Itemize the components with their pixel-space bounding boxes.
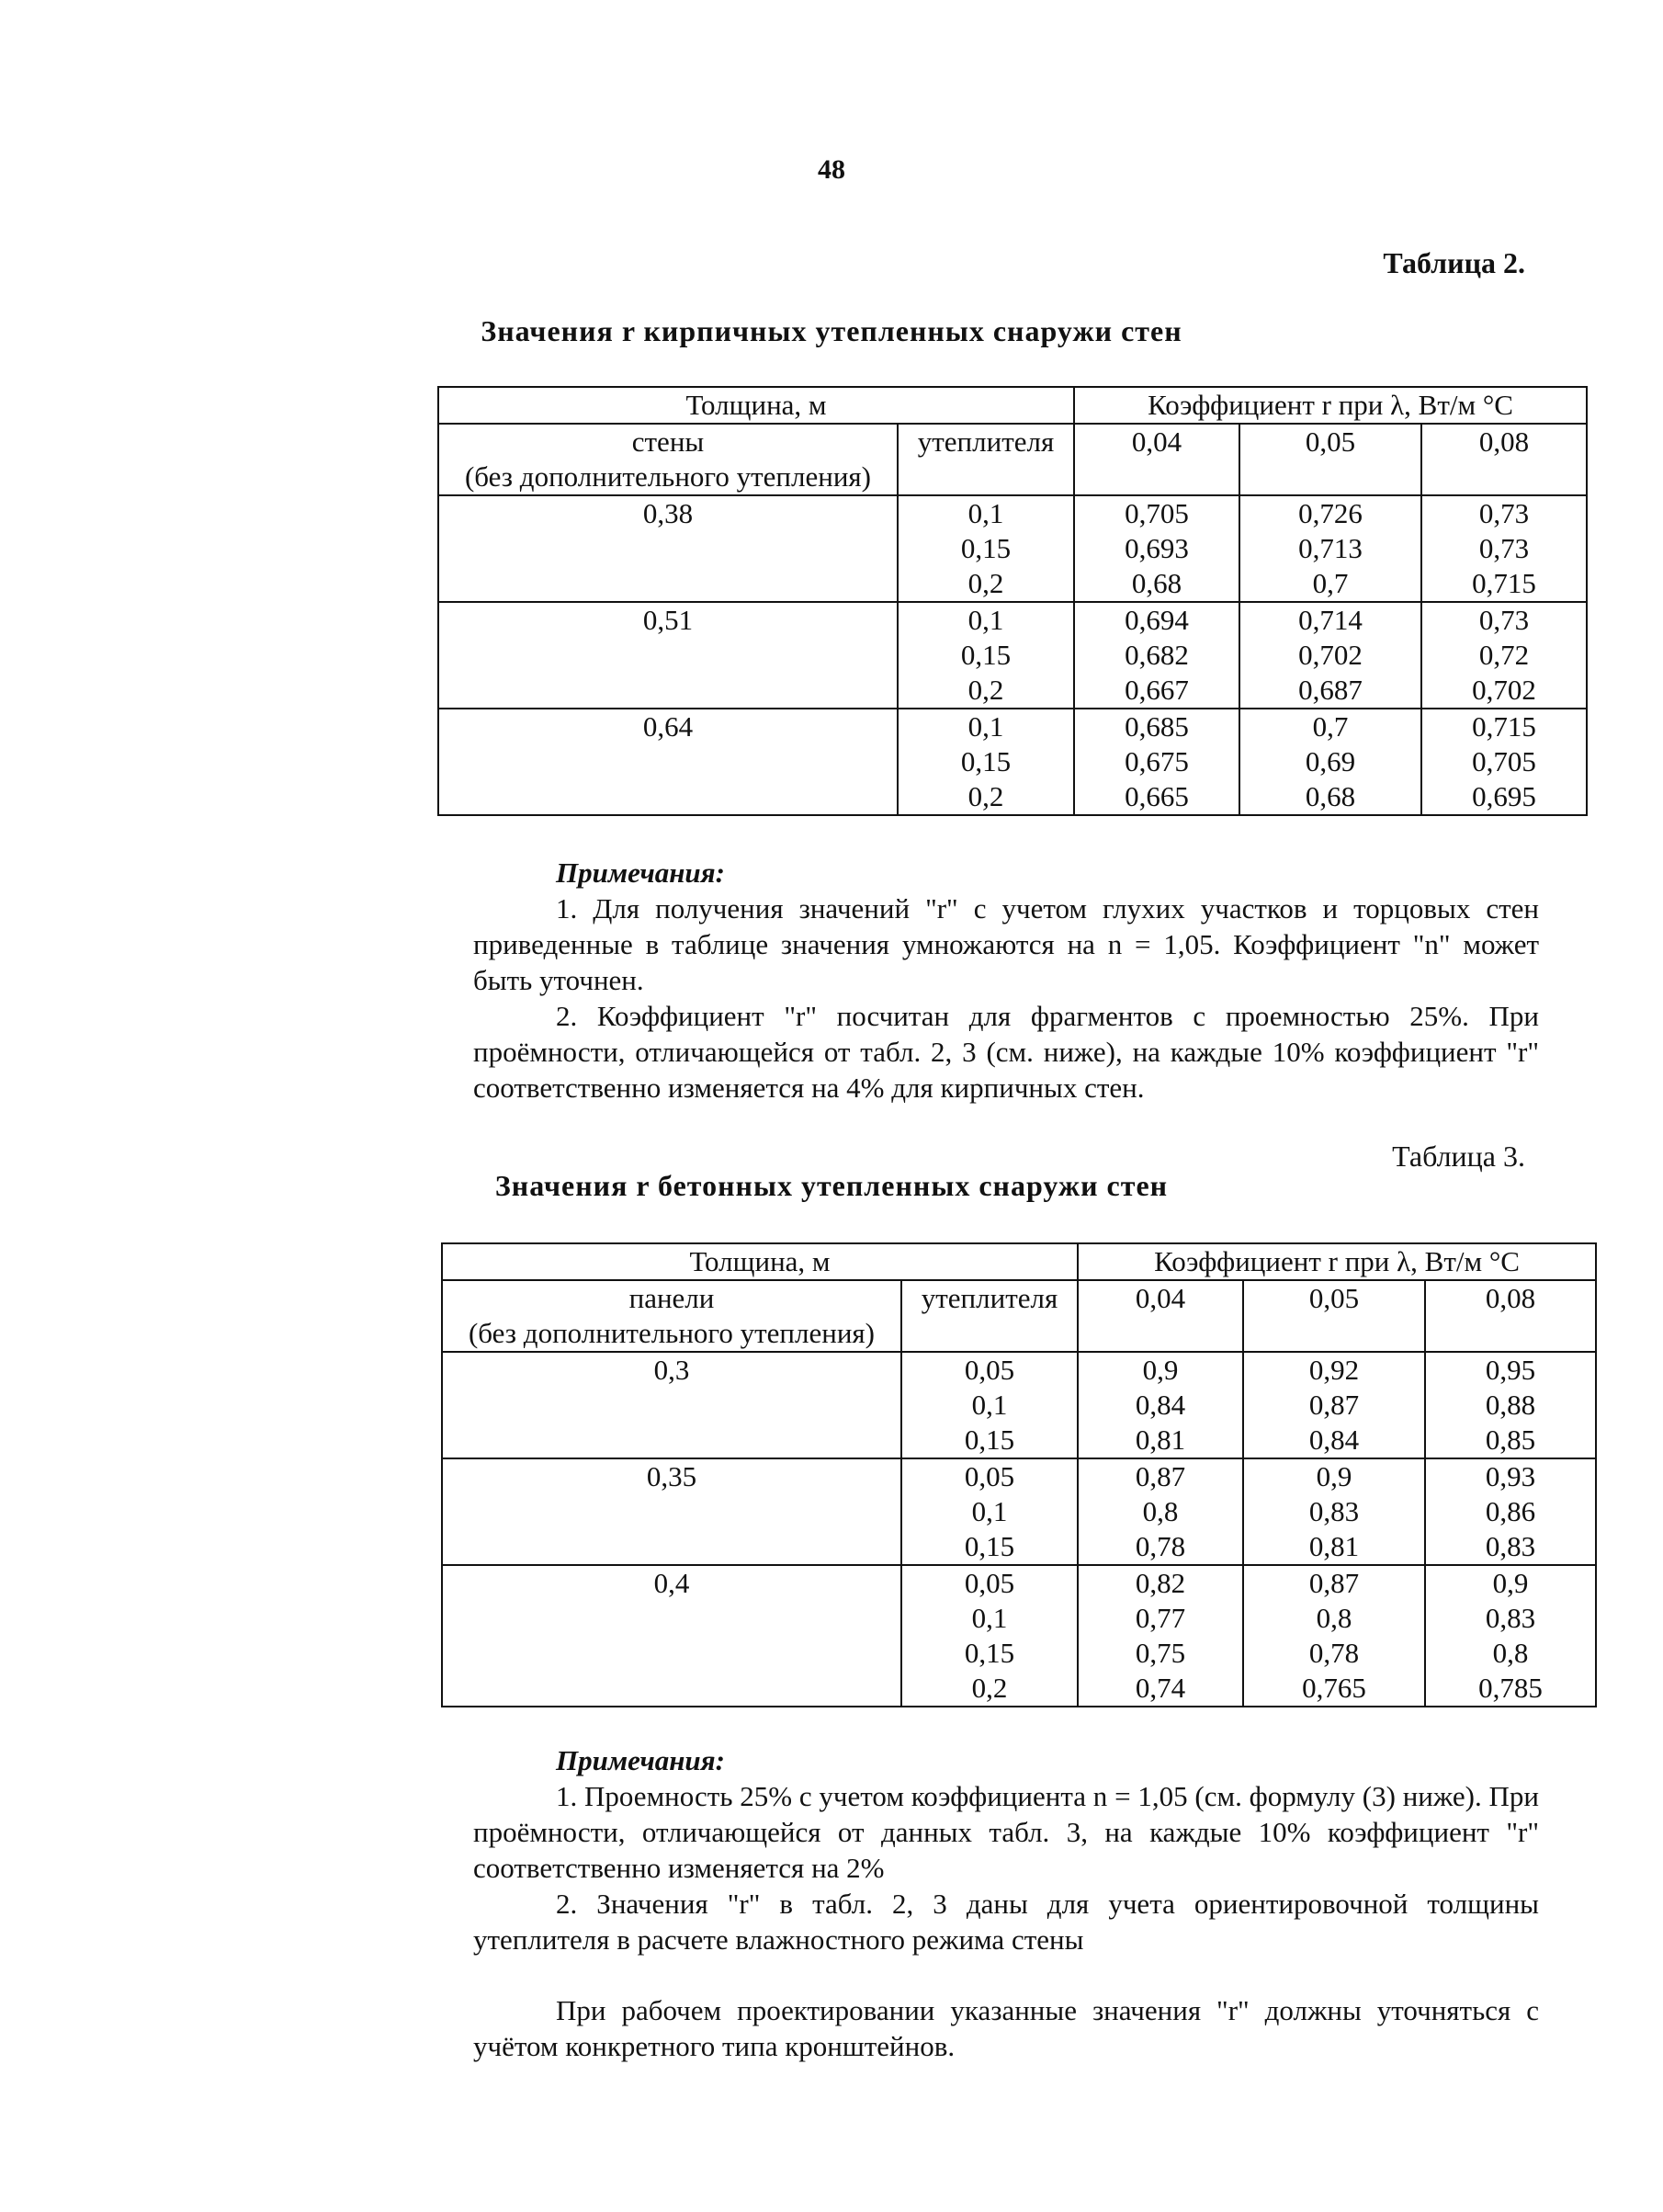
- header-lambda: 0,05: [1243, 1280, 1425, 1352]
- insulation-thickness-cell: 0,15: [898, 531, 1074, 566]
- insulation-thickness-cell: 0,15: [898, 638, 1074, 673]
- table-2-title: Значения r кирпичных утепленных снаружи стен: [481, 314, 1182, 347]
- coefficient-value-cell: 0,93: [1425, 1458, 1596, 1494]
- wall-thickness-cell: 0,51: [438, 602, 898, 709]
- wall-thickness-cell: 0,35: [442, 1458, 901, 1565]
- insulation-thickness-cell: 0,1: [901, 1388, 1078, 1423]
- header-insulation: утеплителя: [901, 1280, 1078, 1352]
- insulation-thickness-cell: 0,15: [901, 1636, 1078, 1671]
- table-group: [438, 602, 1587, 709]
- table-row: [438, 602, 1587, 638]
- coefficient-value-cell: 0,74: [1078, 1671, 1243, 1707]
- coefficient-value-cell: 0,84: [1243, 1423, 1425, 1458]
- coefficient-value-cell: 0,95: [1425, 1352, 1596, 1388]
- insulation-thickness-cell: 0,1: [898, 709, 1074, 744]
- table-group: [442, 1565, 1596, 1707]
- coefficient-value-cell: 0,83: [1425, 1601, 1596, 1636]
- coefficient-value-cell: 0,695: [1421, 779, 1587, 815]
- coefficient-value-cell: 0,675: [1074, 744, 1239, 779]
- table-3-number: Таблица 3.: [1392, 1140, 1525, 1173]
- coefficient-value-cell: 0,667: [1074, 673, 1239, 709]
- coefficient-value-cell: 0,85: [1425, 1423, 1596, 1458]
- coefficient-value-cell: 0,665: [1074, 779, 1239, 815]
- coefficient-value-cell: 0,8: [1425, 1636, 1596, 1671]
- coefficient-value-cell: 0,87: [1243, 1388, 1425, 1423]
- coefficient-value-cell: 0,77: [1078, 1601, 1243, 1636]
- insulation-thickness-cell: 0,2: [898, 566, 1074, 602]
- header-wall-label: стены: [631, 425, 705, 458]
- table-row: [442, 1565, 1596, 1601]
- coefficient-value-cell: 0,83: [1425, 1529, 1596, 1565]
- table-3-title: Значения r бетонных утепленных снаружи стен: [494, 1169, 1169, 1202]
- header-insulation: утеплителя: [898, 424, 1074, 495]
- coefficient-value-cell: 0,68: [1239, 779, 1421, 815]
- wall-thickness-cell: 0,38: [438, 495, 898, 602]
- insulation-thickness-cell: 0,15: [901, 1529, 1078, 1565]
- coefficient-value-cell: 0,9: [1078, 1352, 1243, 1388]
- coefficient-value-cell: 0,702: [1421, 673, 1587, 709]
- coefficient-value-cell: 0,92: [1243, 1352, 1425, 1388]
- coefficient-value-cell: 0,702: [1239, 638, 1421, 673]
- coefficient-value-cell: 0,715: [1421, 566, 1587, 602]
- coefficient-value-cell: 0,785: [1425, 1671, 1596, 1707]
- note-item: 1. Проемность 25% с учетом коэффициента n = 1,05 (см. формулу (3) ниже). При проёмности, отличающейся от данных табл. 3, на каждые 10% коэффициент "r" соответственно изменяется на 2%: [473, 1780, 1539, 1884]
- coefficient-value-cell: 0,685: [1074, 709, 1239, 744]
- insulation-thickness-cell: 0,1: [901, 1494, 1078, 1529]
- table-3: [441, 1242, 1597, 1707]
- header-wall: [438, 424, 898, 495]
- table-2-notes: [473, 855, 1539, 1106]
- coefficient-value-cell: 0,73: [1421, 602, 1587, 638]
- coefficient-value-cell: 0,81: [1243, 1529, 1425, 1565]
- coefficient-value-cell: 0,78: [1078, 1529, 1243, 1565]
- coefficient-value-cell: 0,694: [1074, 602, 1239, 638]
- header-lambda: 0,08: [1421, 424, 1587, 495]
- table-row: [442, 1352, 1596, 1388]
- table-row: [438, 495, 1587, 531]
- header-lambda: 0,08: [1425, 1280, 1596, 1352]
- coefficient-value-cell: 0,9: [1425, 1565, 1596, 1601]
- coefficient-value-cell: 0,73: [1421, 531, 1587, 566]
- coefficient-value-cell: 0,687: [1239, 673, 1421, 709]
- coefficient-value-cell: 0,7: [1239, 709, 1421, 744]
- table-2-number: Таблица 2.: [1383, 246, 1525, 279]
- insulation-thickness-cell: 0,2: [898, 779, 1074, 815]
- header-thickness: Толщина, м: [442, 1243, 1078, 1280]
- insulation-thickness-cell: 0,2: [901, 1671, 1078, 1707]
- table-group: [442, 1352, 1596, 1458]
- note-item: 1. Для получения значений "r" с учетом глухих участков и торцовых стен приведенные в таблице значения умножаются на n = 1,05. Коэффициент "n" может быть уточнен.: [473, 892, 1539, 996]
- insulation-thickness-cell: 0,05: [901, 1565, 1078, 1601]
- coefficient-value-cell: 0,726: [1239, 495, 1421, 531]
- table-group: [438, 709, 1587, 815]
- header-wall-note: (без дополнительного утепления): [464, 460, 871, 493]
- table-row: [442, 1458, 1596, 1494]
- coefficient-value-cell: 0,75: [1078, 1636, 1243, 1671]
- coefficient-value-cell: 0,705: [1421, 744, 1587, 779]
- table-row: [438, 709, 1587, 744]
- header-panel-label: панели: [628, 1282, 715, 1314]
- header-lambda: 0,04: [1078, 1280, 1243, 1352]
- coefficient-value-cell: 0,86: [1425, 1494, 1596, 1529]
- header-coefficient: Коэффициент r при λ, Вт/м °С: [1078, 1243, 1596, 1280]
- coefficient-value-cell: 0,73: [1421, 495, 1587, 531]
- coefficient-value-cell: 0,72: [1421, 638, 1587, 673]
- notes-heading: Примечания:: [556, 1744, 725, 1776]
- coefficient-value-cell: 0,765: [1243, 1671, 1425, 1707]
- insulation-thickness-cell: 0,15: [901, 1423, 1078, 1458]
- coefficient-value-cell: 0,68: [1074, 566, 1239, 602]
- coefficient-value-cell: 0,87: [1078, 1458, 1243, 1494]
- coefficient-value-cell: 0,682: [1074, 638, 1239, 673]
- coefficient-value-cell: 0,83: [1243, 1494, 1425, 1529]
- coefficient-value-cell: 0,705: [1074, 495, 1239, 531]
- coefficient-value-cell: 0,82: [1078, 1565, 1243, 1601]
- insulation-thickness-cell: 0,05: [901, 1458, 1078, 1494]
- coefficient-value-cell: 0,713: [1239, 531, 1421, 566]
- header-coefficient: Коэффициент r при λ, Вт/м °С: [1074, 387, 1587, 424]
- header-panel: [442, 1280, 901, 1352]
- note-item: 2. Значения "r" в табл. 2, 3 даны для учета ориентировочной толщины утеплителя в расчете влажностного режима стены: [473, 1888, 1539, 1956]
- insulation-thickness-cell: 0,1: [898, 495, 1074, 531]
- insulation-thickness-cell: 0,2: [898, 673, 1074, 709]
- table-3-notes: [473, 1742, 1539, 1957]
- coefficient-value-cell: 0,8: [1243, 1601, 1425, 1636]
- header-lambda: 0,05: [1239, 424, 1421, 495]
- coefficient-value-cell: 0,714: [1239, 602, 1421, 638]
- coefficient-value-cell: 0,84: [1078, 1388, 1243, 1423]
- table-group: [442, 1458, 1596, 1565]
- insulation-thickness-cell: 0,15: [898, 744, 1074, 779]
- header-thickness: Толщина, м: [438, 387, 1074, 424]
- insulation-thickness-cell: 0,1: [898, 602, 1074, 638]
- coefficient-value-cell: 0,715: [1421, 709, 1587, 744]
- note-item: 2. Коэффициент "r" посчитан для фрагментов с проемностью 25%. При проёмности, отличающейся от табл. 2, 3 (см. ниже), на каждые 10% коэффициент "r" соответственно изменяется на 4% для кирпичных стен.: [473, 1000, 1539, 1104]
- wall-thickness-cell: 0,3: [442, 1352, 901, 1458]
- coefficient-value-cell: 0,693: [1074, 531, 1239, 566]
- coefficient-value-cell: 0,81: [1078, 1423, 1243, 1458]
- coefficient-value-cell: 0,88: [1425, 1388, 1596, 1423]
- insulation-thickness-cell: 0,05: [901, 1352, 1078, 1388]
- coefficient-value-cell: 0,78: [1243, 1636, 1425, 1671]
- coefficient-value-cell: 0,7: [1239, 566, 1421, 602]
- header-panel-note: (без дополнительного утепления): [468, 1317, 875, 1349]
- coefficient-value-cell: 0,87: [1243, 1565, 1425, 1601]
- notes-heading: Примечания:: [556, 856, 725, 889]
- coefficient-value-cell: 0,8: [1078, 1494, 1243, 1529]
- wall-thickness-cell: 0,64: [438, 709, 898, 815]
- header-lambda: 0,04: [1074, 424, 1239, 495]
- table-2: [437, 386, 1588, 816]
- insulation-thickness-cell: 0,1: [901, 1601, 1078, 1636]
- coefficient-value-cell: 0,9: [1243, 1458, 1425, 1494]
- table-group: [438, 495, 1587, 602]
- page-number: 48: [818, 154, 845, 185]
- wall-thickness-cell: 0,4: [442, 1565, 901, 1707]
- coefficient-value-cell: 0,69: [1239, 744, 1421, 779]
- closing-paragraph: При рабочем проектировании указанные значения "r" должны уточняться с учётом конкретного типа кронштейнов.: [473, 1994, 1539, 2062]
